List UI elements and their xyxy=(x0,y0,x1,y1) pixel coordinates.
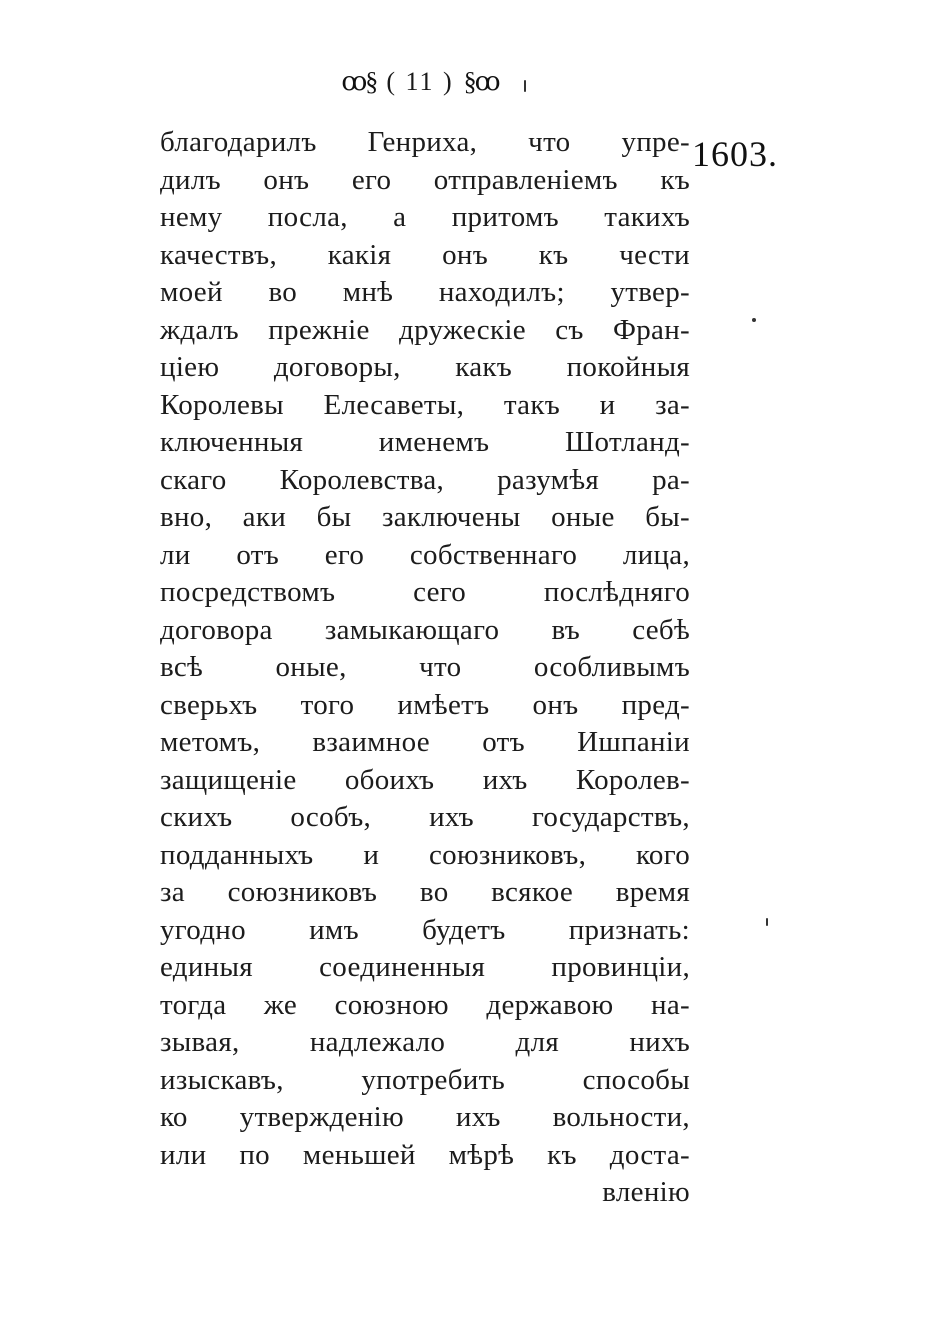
page-number: ( 11 ) xyxy=(386,67,454,96)
text-line: сверьхъ того имѣетъ онъ пред- xyxy=(160,688,690,721)
text-line: нему посла, а притомъ такихъ xyxy=(160,201,690,233)
right-ornament-icon: §ꝏ xyxy=(463,67,499,96)
text-line: тогда же союзною державою на- xyxy=(160,988,690,1021)
text-line: договора замыкающаго въ себѣ xyxy=(160,613,690,646)
page-header xyxy=(300,62,540,102)
margin-year-note: 1603. xyxy=(692,134,778,174)
text-line: ли отъ его собственнаго лица, xyxy=(160,538,690,571)
body-text xyxy=(160,124,690,1212)
text-line: единыя соединенныя провинціи, xyxy=(160,951,690,983)
text-line: защищеніе обоихъ ихъ Королев- xyxy=(160,763,690,796)
text-line: дилъ онъ его отправленіемъ къ xyxy=(160,163,690,196)
text-line: вно, аки бы заключены оные бы- xyxy=(160,501,690,533)
text-line: за союзниковъ во всякое время xyxy=(160,876,690,908)
text-line: скихъ особъ, ихъ государствъ, xyxy=(160,801,690,833)
text-line: моей во мнѣ находилъ; утвер- xyxy=(160,276,690,308)
text-line: всѣ оные, что особливымъ xyxy=(160,651,690,683)
text-line: ціею договоры, какъ покойныя xyxy=(160,351,690,383)
text-line: или по меньшей мѣрѣ къ доста- xyxy=(160,1138,690,1171)
text-line: качествъ, какія онъ къ чести xyxy=(160,238,690,271)
text-line: посредствомъ сего послѣдняго xyxy=(160,576,690,608)
text-line: ждалъ прежніе дружескіе съ Фран- xyxy=(160,313,690,346)
text-line: ключенныя именемъ Шотланд- xyxy=(160,426,690,458)
text-line: скаго Королевства, разумѣя ра- xyxy=(160,463,690,496)
text-line: благодарилъ Генриха, что упре- xyxy=(160,126,690,158)
text-line: метомъ, взаимное отъ Ишпаніи xyxy=(160,726,690,758)
text-line: подданныхъ и союзниковъ, кого xyxy=(160,838,690,871)
ink-speck xyxy=(766,918,768,926)
ink-speck xyxy=(752,318,756,322)
text-line-catchword: вленію xyxy=(602,1176,690,1208)
text-line: изыскавъ, употребить способы xyxy=(160,1063,690,1096)
text-line: ко утвержденію ихъ вольности, xyxy=(160,1101,690,1133)
text-line: зывая, надлежало для нихъ xyxy=(160,1026,690,1058)
left-ornament-icon: ꝏ§ xyxy=(341,67,377,96)
ink-speck xyxy=(524,80,526,92)
text-line: угодно имъ будетъ признать: xyxy=(160,913,690,946)
text-line: Королевы Елесаветы, такъ и за- xyxy=(160,388,690,421)
